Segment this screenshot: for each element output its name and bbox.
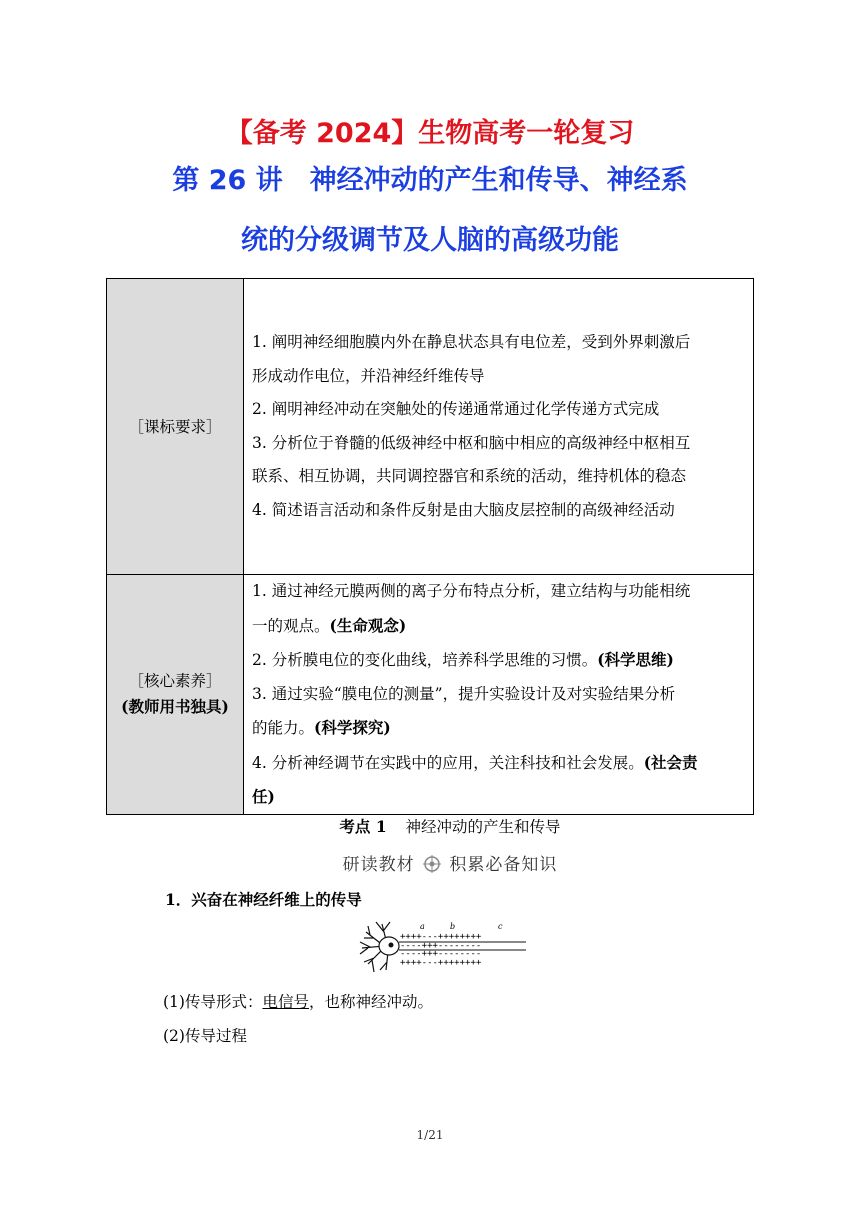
section-banner xyxy=(0,850,860,875)
figure-label: c xyxy=(498,922,503,931)
literacy-text: 一的观点。 xyxy=(252,616,330,635)
svg-text:----+++--------: ----+++-------- xyxy=(400,941,482,951)
curriculum-line: 联系、相互协调，共同调控器官和系统的活动，维持机体的稳态 xyxy=(252,467,687,485)
literacy-tag: (生命观念) xyxy=(329,615,407,635)
doc-title-line1: 【备考 2024】生物高考一轮复习 xyxy=(225,118,635,149)
literacy-line: 任) xyxy=(252,787,275,806)
section-heading xyxy=(0,815,860,837)
literacy-tag: (科学探究) xyxy=(314,718,391,737)
svg-text:++++---++++++++: ++++---++++++++ xyxy=(400,932,482,942)
curriculum-line: 形成动作电位，并沿神经纤维传导 xyxy=(252,366,485,385)
page-number: 1/21 xyxy=(416,1128,444,1142)
kaodian-title: 神经冲动的产生和传导 xyxy=(405,818,561,836)
subheading-conduction: 1．兴奋在神经纤维上的传导 xyxy=(165,890,362,909)
curriculum-line: 3. 分析位于脊髓的低级神经中枢和脑中相应的高级神经中枢相互 xyxy=(252,433,691,452)
p1-answer: 电信号 xyxy=(262,993,309,1011)
literacy-tag: (科学思维) xyxy=(597,650,674,669)
requirements-table xyxy=(106,278,754,815)
banner-left-text: 研读教材 xyxy=(342,855,415,875)
paragraph-conduction-form xyxy=(163,990,433,1012)
literacy-line xyxy=(252,711,743,746)
literacy-content xyxy=(244,575,754,815)
p1-suffix: ，也称神经冲动。 xyxy=(308,993,433,1011)
literacy-text: 的能力。 xyxy=(252,719,315,737)
curriculum-label: ［课标要求］ xyxy=(107,279,244,575)
svg-text:----+++--------: ----+++-------- xyxy=(400,949,482,959)
literacy-label-main: ［核心素养］ xyxy=(128,672,222,691)
figure-label: b xyxy=(450,922,456,931)
literacy-line: 3. 通过实验“膜电位的测量”，提升实验设计及对实验结果分析 xyxy=(252,684,676,703)
banner-right-text: 积累必备知识 xyxy=(449,855,558,875)
compass-icon xyxy=(423,855,441,873)
nerve-fiber-figure xyxy=(356,918,530,976)
literacy-line xyxy=(252,609,743,644)
literacy-line: 1. 通过神经元膜两侧的离子分布特点分析，建立结构与功能相统 xyxy=(252,582,691,600)
figure-label: a xyxy=(420,922,425,931)
table-row-curriculum xyxy=(107,279,754,575)
curriculum-content xyxy=(244,279,754,575)
curriculum-line: 1. 阐明神经细胞膜内外在静息状态具有电位差，受到外界刺激后 xyxy=(252,333,691,351)
kaodian-label: 考点 1 xyxy=(339,817,387,836)
table-row-literacy xyxy=(107,575,754,815)
curriculum-line: 2. 阐明神经冲动在突触处的传递通常通过化学传递方式完成 xyxy=(252,400,660,418)
literacy-line xyxy=(252,643,743,678)
literacy-line xyxy=(252,746,743,781)
doc-title-line2: 第 26 讲 神经冲动的产生和传导、神经系 xyxy=(172,165,688,196)
paragraph-conduction-process: (2)传导过程 xyxy=(163,1027,247,1045)
literacy-text: 4. 分析神经调节在实践中的应用，关注科技和社会发展。 xyxy=(252,753,644,772)
literacy-text: 2. 分析膜电位的变化曲线，培养科学思维的习惯。 xyxy=(252,651,598,669)
doc-title-line3: 统的分级调节及人脑的高级功能 xyxy=(241,225,619,256)
curriculum-line: 4. 简述语言活动和条件反射是由大脑皮层控制的高级神经活动 xyxy=(252,500,675,519)
literacy-tag: (社会责 xyxy=(643,752,698,772)
p1-prefix: (1)传导形式： xyxy=(163,993,263,1011)
literacy-label-note: (教师用书独具) xyxy=(121,697,229,717)
svg-text:++++---++++++++: ++++---++++++++ xyxy=(400,958,482,968)
literacy-label xyxy=(107,575,244,815)
